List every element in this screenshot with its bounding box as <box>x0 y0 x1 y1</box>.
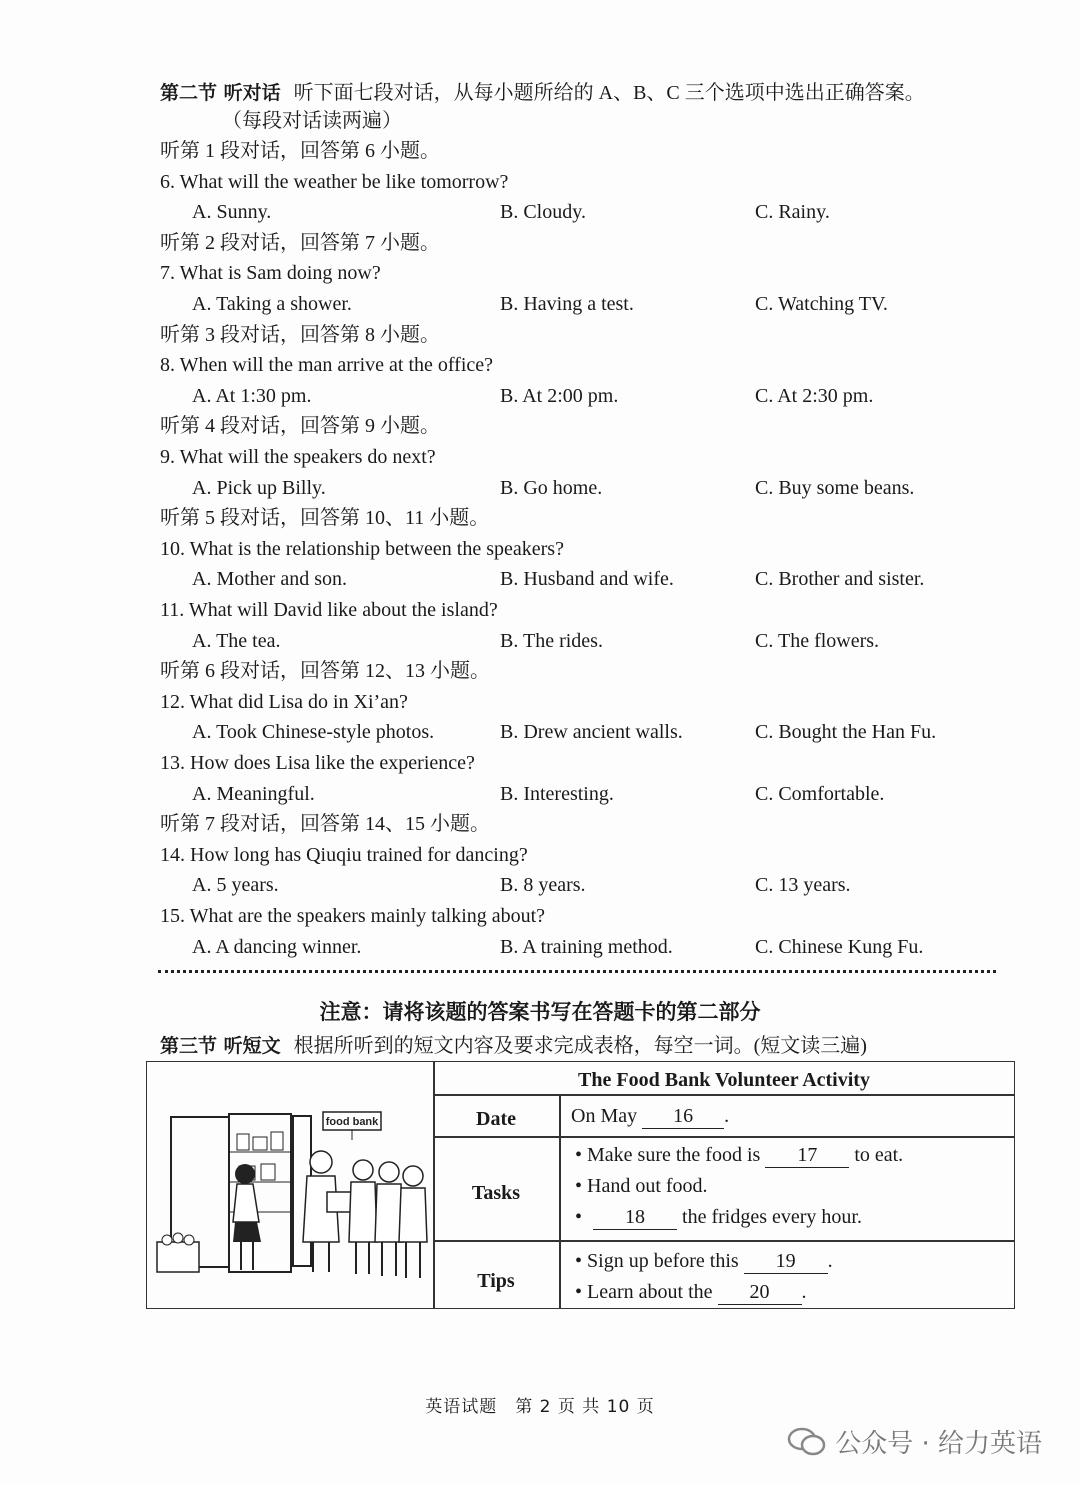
option-b[interactable]: B. Husband and wife. <box>500 568 674 591</box>
tip-2 <box>575 1278 807 1306</box>
section2-title: 第二节 听对话 <box>160 82 281 104</box>
dialogue-group-label: 听第 4 段对话，回答第 9 小题。 <box>160 415 440 438</box>
tip1-suffix: . <box>827 1250 833 1272</box>
option-b[interactable]: B. Drew ancient walls. <box>500 721 683 744</box>
option-c[interactable]: C. At 2:30 pm. <box>755 384 874 407</box>
tasks-label: Tasks <box>471 1182 521 1204</box>
option-a[interactable]: A. A dancing winner. <box>192 935 362 958</box>
bullet: • <box>575 1175 583 1197</box>
section3-title: 第三节 听短文 <box>160 1035 281 1057</box>
option-b[interactable]: B. Interesting. <box>500 782 614 805</box>
question-text: 12. What did Lisa do in Xi’an? <box>160 690 408 713</box>
tip-1 <box>575 1247 833 1275</box>
answer-notice: 注意：请将该题的答案书写在答题卡的第二部分 <box>319 1000 761 1024</box>
option-b[interactable]: B. 8 years. <box>500 874 586 897</box>
table-divider <box>433 1094 1015 1096</box>
option-a[interactable]: A. Sunny. <box>192 201 272 224</box>
dialogue-group-label: 听第 2 段对话，回答第 7 小题。 <box>160 231 440 254</box>
task-3 <box>575 1203 862 1231</box>
blank-17: 17 <box>765 1143 849 1168</box>
bullet: • <box>575 1206 583 1228</box>
section3-header <box>160 1031 867 1061</box>
tip1-prefix: Sign up before this <box>587 1250 739 1272</box>
bullet: • <box>575 1144 583 1166</box>
table-title: The Food Bank Volunteer Activity <box>578 1069 870 1091</box>
option-a[interactable]: A. The tea. <box>192 629 281 652</box>
task1-suffix: to eat. <box>854 1144 904 1166</box>
tip2-prefix: Learn about the <box>587 1281 713 1303</box>
date-row <box>571 1102 729 1130</box>
task3-suffix: the fridges every hour. <box>682 1206 862 1228</box>
option-b[interactable]: B. At 2:00 pm. <box>500 384 619 407</box>
option-a[interactable]: A. Took Chinese-style photos. <box>192 721 435 744</box>
option-c[interactable]: C. Chinese Kung Fu. <box>755 935 924 958</box>
option-c[interactable]: C. The flowers. <box>755 629 880 652</box>
dialogue-group-label: 听第 6 段对话，回答第 12、13 小题。 <box>160 660 490 683</box>
section2-note: （每段对话读两遍） <box>222 110 402 132</box>
option-a[interactable]: A. At 1:30 pm. <box>192 384 312 407</box>
question-text: 7. What is Sam doing now? <box>160 262 381 285</box>
option-c[interactable]: C. Rainy. <box>755 201 830 224</box>
table-divider <box>433 1136 1015 1138</box>
option-a[interactable]: A. 5 years. <box>192 874 279 897</box>
task-2 <box>575 1172 708 1200</box>
section2-header <box>160 78 925 108</box>
option-a[interactable]: A. Meaningful. <box>192 782 315 805</box>
option-b[interactable]: B. Having a test. <box>500 293 634 315</box>
date-label: Date <box>476 1108 516 1130</box>
option-b[interactable]: B. Go home. <box>500 476 603 499</box>
food-bank-table <box>146 1061 1015 1309</box>
tips-label: Tips <box>477 1270 515 1292</box>
option-c[interactable]: C. 13 years. <box>755 874 851 897</box>
option-c[interactable]: C. Brother and sister. <box>755 568 925 591</box>
bullet: • <box>575 1250 583 1272</box>
task-1 <box>575 1141 903 1169</box>
question-text: 14. How long has Qiuqiu trained for dancing? <box>160 843 528 866</box>
question-text: 15. What are the speakers mainly talking about? <box>160 905 546 927</box>
question-text: 9. What will the speakers do next? <box>160 446 436 468</box>
bullet: • <box>575 1281 583 1303</box>
question-text: 11. What will David like about the island? <box>160 599 498 621</box>
question-text: 10. What is the relationship between the speakers? <box>160 537 564 560</box>
blank-18: 18 <box>593 1205 677 1230</box>
option-b[interactable]: B. Cloudy. <box>500 201 586 224</box>
dialogue-group-label: 听第 3 段对话，回答第 8 小题。 <box>160 323 440 346</box>
food-bank-sign: food bank <box>325 1116 379 1128</box>
option-c[interactable]: C. Comfortable. <box>755 782 885 805</box>
food-bank-illustration <box>153 1092 433 1302</box>
option-a[interactable]: A. Mother and son. <box>192 568 347 591</box>
question-text: 13. How does Lisa like the experience? <box>160 752 475 774</box>
dialogue-group-label: 听第 7 段对话，回答第 14、15 小题。 <box>160 813 490 836</box>
task2-text: Hand out food. <box>587 1175 708 1197</box>
question-text: 8. When will the man arrive at the office? <box>160 354 494 377</box>
page-footer: 英语试题 第 2 页 共 10 页 <box>425 1397 655 1417</box>
section2-instruction: 听下面七段对话，从每小题所给的 A、B、C 三个选项中选出正确答案。 <box>293 82 925 104</box>
blank-19: 19 <box>744 1249 828 1274</box>
option-c[interactable]: C. Buy some beans. <box>755 476 915 499</box>
watermark-text: 公众号 · 给力英语 <box>835 1429 1042 1459</box>
option-c[interactable]: C. Watching TV. <box>755 293 888 315</box>
dialogue-group-label: 听第 5 段对话，回答第 10、11 小题。 <box>160 507 490 530</box>
section3-instruction: 根据所听到的短文内容及要求完成表格，每空一词。(短文读三遍) <box>293 1035 867 1057</box>
option-c[interactable]: C. Bought the Han Fu. <box>755 721 937 744</box>
option-b[interactable]: B. A training method. <box>500 935 673 958</box>
blank-20: 20 <box>718 1280 802 1305</box>
question-text: 6. What will the weather be like tomorrow? <box>160 170 509 193</box>
table-divider <box>559 1095 561 1308</box>
watermark <box>787 1423 1042 1460</box>
dialogue-group-label: 听第 1 段对话，回答第 6 小题。 <box>160 140 440 162</box>
option-a[interactable]: A. Pick up Billy. <box>192 476 326 499</box>
dotted-divider <box>158 970 996 983</box>
blank-16: 16 <box>642 1104 724 1129</box>
wechat-icon <box>787 1427 827 1457</box>
task1-prefix: Make sure the food is <box>587 1144 761 1166</box>
tip2-suffix: . <box>801 1281 807 1303</box>
option-a[interactable]: A. Taking a shower. <box>192 293 352 315</box>
option-b[interactable]: B. The rides. <box>500 629 603 652</box>
date-prefix: On May <box>571 1105 638 1127</box>
table-divider <box>433 1240 1015 1242</box>
date-suffix: . <box>724 1105 730 1127</box>
